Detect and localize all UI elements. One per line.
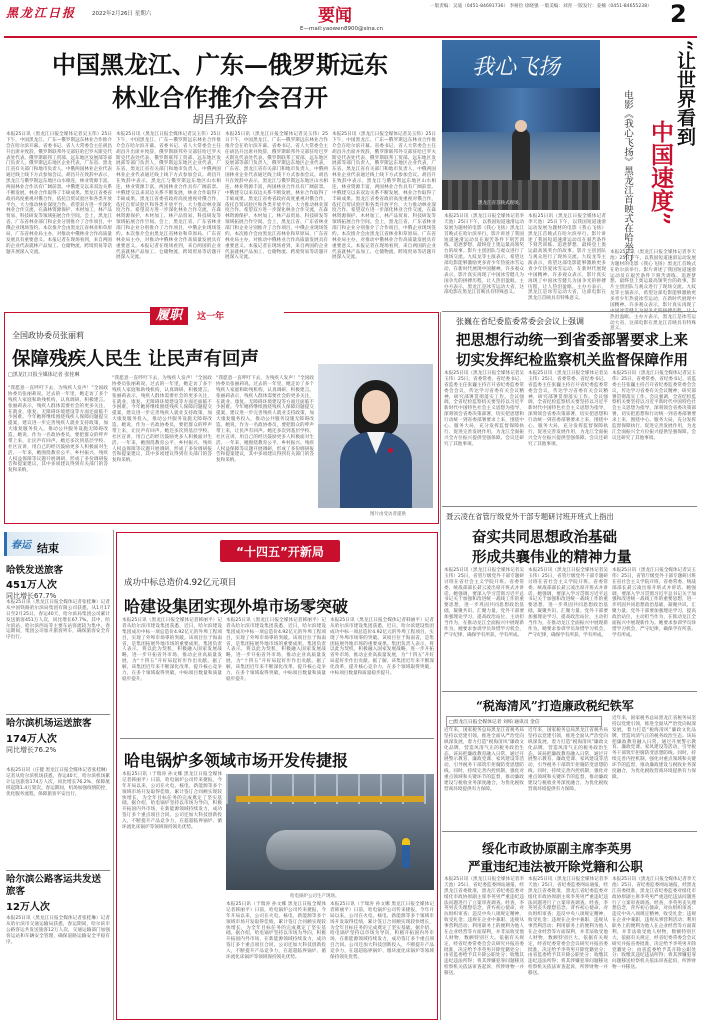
- page-number: 2: [670, 0, 687, 28]
- shisiwu-banner-label: “十四五”开新局: [236, 545, 324, 559]
- sidebar-item-title: 哈铁发送旅客: [6, 565, 64, 576]
- sidebar-divider-1: [6, 714, 110, 715]
- shisiwu-body2-col-2: 本报25日讯（于瑞涛 孙文娜 黑龙江日报全媒体记者韩丽平）日前，哈电锅炉公司传来捷报，今年开局以来，公司在火电、核电、新能源等多个领域市场开发取得佳绩，累计签订合同额实现较快增长，为全年目标任务的完成奠定了坚实基础。据介绍，哈电锅炉坚持以市场为导向，积极开拓国内外市场，在新能源领域持续发力，成功签订多个重点项目合同。公司还加大科技创新投入，不断提升产品竞争力，在超超临界锅炉、循环流化床锅炉等领域保持领先优势。: [226, 902, 326, 960]
- top-body-col-2: 本报25日讯（黑龙江日报全媒体记者吴玉伟）25日下午，中国黑龙江、广东—俄罗斯远东林业合作推介会在哈尔滨开幕。省委书记、省人大常委会主任胡昌升出席并致辞，俄罗斯联邦外交部驻哈巴罗夫斯克代表处代表、俄罗斯联邦工贸部、远东地区发展部等部门负责人，俄罗斯远东地区企业代表，广东省、黑龙江省有关部门和地市负责人，中俄两国林业企业代表通过线上线下方式参加会议。胡昌升在致辞中表示，黑龙江与俄罗斯远东地区山水相连，林业资源丰富，两国林业合作具有广阔前景。中俄建交以来双边关系不断发展，林业合作取得了丰硕成果。黑龙江省委省政府高度重视对俄合作，依托自贸试验区和各类开放平台，大力推动林业深度合作。希望双方进一步深化林业合作交流，在森林资源保护、木材加工、林产品贸易、科技研发等领域拓展合作空间。会上，黑龙江省、广东省林业部门和企业分别推介了合作项目，中俄企业现场签约。本次推介会由黑龙江省林业和草原局、广东省林业局主办，对推动中俄林业合作高质量发展具有重要意义。本报记者在现场看到，来自两国的企业代表就林产品加工、仓储物流、跨境贸易等话题开展深入交流。: [116, 132, 221, 261]
- factory-worker: [402, 844, 410, 868]
- boiler-factory-photo: [226, 774, 434, 890]
- sidebar-header-label: 春运: [11, 540, 31, 551]
- sidebar-item-title: 哈尔滨机场运送旅客: [6, 718, 92, 729]
- shisiwu-divider: [120, 738, 434, 739]
- lvzhi-banner-small: 这一年: [197, 312, 225, 322]
- training-body-col-3: 本报25日讯（黑龙江日报全媒体记者吴玉伟）25日，省管厅级党外干部专题研讨班在省社会主义学院开班。省委常委、统战部部长聂云凌出席开班式并讲话。她强调，要深入学习贯彻习近平总书记关于加强和改进统一战线工作的重要思想，进一步巩固共同思想政治基础，凝聚共识、汇聚力量。党外干部要加强理论学习，提高政治站位，主动担当作为，在推动龙江全面振兴中展现新作为。她要求参训学员珍惜学习机会，严守纪律，确保学有所获、学有所成。: [612, 568, 696, 638]
- disc-headline-2: 切实发挥纪检监察机关监督保障作用: [456, 352, 688, 369]
- right-divider-4: [442, 831, 697, 832]
- top-byline: 胡昌升致辞: [192, 113, 248, 126]
- sidebar-item-rail: [6, 562, 110, 601]
- tax-body-col-3: 近年来，国家税务总局黑龙江省税务局坚持以党建引领，推进全面从严治党向纵深发展，着力打造“税海清风”廉政文化品牌，营造风清气正的税务政治生态。该局把廉政教育融入日常，通过开展警示教育、廉政党课、家风建设等活动，引导税务干部筑牢拒腐防变思想防线。同时，持续完善内控机制，强化对重点领域和关键环节的监督，推动廉政建设与税收业务深度融合，为优化税收营商环境提供有力保障。: [612, 716, 696, 780]
- top-headline-2: 林业合作推介会召开: [112, 83, 328, 112]
- masthead-email: E—mail:yaowen8900@sina.cn: [300, 26, 383, 32]
- movie-body-col-2: 本报25日讯（黑龙江日报全媒体记者李天池）25日下午，以我国短道速滑运动发展为题材的电影《我心飞扬》黑龙江首映式在哈尔滨举行。影片讲述了我国短道速滑运动员在艰苦条件下刻苦训练、追逐梦想、最终登上奥运最高领奖台的故事。影片主创团队与观众进行了现场交流。九纹龙等主演表示，希望这部电影能够激励更多青少年热爱冰雪运动，在新时代展现中国精神。许多观众表示，影片真实再现了中国冰雪健儿为国争光的拼搏历程，让人热泪盈眶。主办方表示，黑龙江是冰雪运动大省，这部电影在黑龙江首映具有特殊意义。: [528, 214, 606, 302]
- shisiwu-banner: [220, 540, 340, 562]
- sidebar-item-body: 本报25日讯（庄健 黑龙江日报全媒体记者张桂琳）记者从哈尔滨机场获悉，春运40天，哈尔滨机场累计运送旅客174万人次，同比增长76.2%，保障航班起降1.4万架次。春运期间，机场加强疫情防控，优化服务流程，保障旅客平安出行。: [6, 768, 110, 797]
- lvzhi-photo-caption: 图片由受访者提供: [370, 512, 406, 517]
- shisiwu-body1-col-2: 本报25日讯（黑龙江日报全媒体记者韩丽平）记者从哈尔滨市建设集团获悉，近日，哈尔滨建设集团成功中标一项总造价4.92亿元的外埠工程项目，实现了外埠市场零的突破。该项目位于海南省，是集团拓展外地市场的重要成果。集团负责人表示，将以此为契机，积极融入国家发展战略，进一步开拓省外市场，推动企业高质量发展，为“十四五”开好局起好步作出贡献。据了解，该集团近年来不断深化改革，提升核心竞争力，在多个领域取得突破，中标项目数量和质量稳步提升。: [226, 618, 326, 682]
- shisiwu-body2-col-1: 本报25日讯（于瑞涛 孙文娜 黑龙江日报全媒体记者韩丽平）日前，哈电锅炉公司传来捷报，今年开局以来，公司在火电、核电、新能源等多个领域市场开发取得佳绩，累计签订合同额实现较快增长，为全年目标任务的完成奠定了坚实基础。据介绍，哈电锅炉坚持以市场为导向，积极开拓国内外市场，在新能源领域持续发力，成功签订多个重点项目合同。公司还加大科技创新投入，不断提升产品竞争力，在超超临界锅炉、循环流化床锅炉等领域保持领先优势。: [122, 772, 222, 830]
- right-column-divider: [440, 312, 441, 1020]
- movie-vertical-title-1: “让世界看到: [674, 40, 696, 146]
- sidebar-item-title: 哈尔滨公路客运共发送旅客: [6, 874, 102, 897]
- sidebar-divider-2: [6, 870, 110, 871]
- lvzhi-headline: 保障残疾人民生 让民声有回声: [12, 349, 259, 370]
- sidebar-divider: [113, 530, 114, 1020]
- top-body-col-1: 本报25日讯（黑龙江日报全媒体记者吴玉伟）25日下午，中国黑龙江、广东—俄罗斯远东林业合作推介会在哈尔滨开幕。省委书记、省人大常委会主任胡昌升出席并致辞，俄罗斯联邦外交部驻哈巴罗夫斯克代表处代表、俄罗斯联邦工贸部、远东地区发展部等部门负责人，俄罗斯远东地区企业代表，广东省、黑龙江省有关部门和地市负责人，中俄两国林业企业代表通过线上线下方式参加会议。胡昌升在致辞中表示，黑龙江与俄罗斯远东地区山水相连，林业资源丰富，两国林业合作具有广阔前景。中俄建交以来双边关系不断发展，林业合作取得了丰硕成果。黑龙江省委省政府高度重视对俄合作，依托自贸试验区和各类开放平台，大力推动林业深度合作。希望双方进一步深化林业合作交流，在森林资源保护、木材加工、林产品贸易、科技研发等领域拓展合作空间。会上，黑龙江省、广东省林业部门和企业分别推介了合作项目，中俄企业现场签约。本次推介会由黑龙江省林业和草原局、广东省林业局主办，对推动中俄林业合作高质量发展具有重要意义。本报记者在现场看到，来自两国的企业代表就林产品加工、仓储物流、跨境贸易等话题开展深入交流。: [6, 132, 112, 255]
- sidebar-item-body: 本报25日讯（黑龙江日报全媒体记者张桂琳）记者从哈尔滨市交通运输局获悉，春运期间，哈尔滨市公路客运共发送旅客12万人次，交通运输部门加强客运站和车辆安全管理，确保道路运输安全平稳有序。: [6, 916, 110, 945]
- sidebar-item-sub: 同比增长76.2%: [6, 745, 57, 754]
- right-divider-1: [442, 311, 697, 312]
- movie-premiere-photo: [442, 40, 600, 210]
- lvzhi-banner: [150, 304, 284, 322]
- factory-boiler-drum: [266, 830, 396, 870]
- sidebar-item-sub: 同比增长67.7%: [6, 592, 57, 600]
- disc-body-col-2: 本报25日讯（黑龙江日报全媒体记者吴玉伟）25日，省委常委、省纪委书记、省监委主任张巍主持召开省纪委监委常委会会议，传达学习省委有关会议精神，研究部署贯彻落实工作。会议强调，全省纪检监察机关要坚持以习近平新时代中国特色社会主义思想为指导，深刻领会省委决策部署，切实把思想和行动统一到省委部署要求上来，围绕中心、服务大局，充分发挥监督保障执行、促进完善发展作用，为龙江全面振兴全方位振兴提供坚强保障。会议还研究了其他事项。: [528, 371, 608, 447]
- movie-host-head: [515, 120, 527, 132]
- disc-body-col-3: 本报25日讯（黑龙江日报全媒体记者吴玉伟）25日，省委常委、省纪委书记、省监委主任张巍主持召开省纪委监委常委会会议，传达学习省委有关会议精神，研究部署贯彻落实工作。会议强调，全省纪检监察机关要坚持以习近平新时代中国特色社会主义思想为指导，深刻领会省委决策部署，切实把思想和行动统一到省委部署要求上来，围绕中心、服务大局，充分发挥监督保障执行、促进完善发展作用，为龙江全面振兴全方位振兴提供坚强保障。会议还研究了其他事项。: [612, 371, 696, 441]
- training-kicker: 聂云凌在省管厅级党外干部专题研讨班开班式上指出: [446, 512, 614, 521]
- sidebar-item-airport: [6, 718, 110, 755]
- shisiwu-body1-col-3: 本报25日讯（黑龙江日报全媒体记者韩丽平）记者从哈尔滨市建设集团获悉，近日，哈尔滨建设集团成功中标一项总造价4.92亿元的外埠工程项目，实现了外埠市场零的突破。该项目位于海南省，是集团拓展外地市场的重要成果。集团负责人表示，将以此为契机，积极融入国家发展战略，进一步开拓省外市场，推动企业高质量发展，为“十四五”开好局起好步作出贡献。据了解，该集团近年来不断深化改革，提升核心竞争力，在多个领域取得突破，中标项目数量和质量稳步提升。: [330, 618, 434, 676]
- sidebar-header-suffix: 结束: [37, 542, 59, 555]
- suihua-body-col-3: 本报25日讯（黑龙江日报全媒体记者李天池）25日，省纪委监委网站通报，经黑龙江省委批准，黑龙江省纪委监委对绥化市政协原副主席李英男严重违纪违法问题进行了立案审查调查。经查，李英男丧失理想信念，背弃初心使命，对抗组织审查；违反中央八项规定精神，收受礼金；违规在企业中兼职，违规从事营利活动；利用职务上的便利为他人在企业经营等方面谋利，并非法收受他人财物，数额特别巨大。依据有关规定，经省纪委常委会会议研究并报省委批准，决定给予李英男开除党籍处分；由省监委给予其开除公职处分；收缴其违纪违法所得；将其涉嫌犯罪问题移送检察机关依法审查起诉，所涉财物一并移送。: [612, 877, 696, 971]
- tax-byline: □黑龙江日报全媒体记者 刘柏 通讯员 金信: [446, 716, 602, 727]
- shisiwu-kicker: 成功中标总造价4.92亿元项目: [124, 578, 237, 588]
- suihua-headline-2: 严重违纪违法被开除党籍和公职: [468, 859, 644, 874]
- masthead-logo: 黑龙江日报: [6, 6, 77, 20]
- movie-photo-caption: 黑龙江省首映式现场。: [478, 201, 523, 206]
- right-divider-3: [442, 691, 697, 692]
- movie-host-figure: [512, 128, 530, 188]
- masthead-contact: 一版责编：吴迪（0451-84691736） 李树俭 徐晓强 一版美编：刘青 一版发行：姜楠（0451-84655238）: [430, 4, 652, 9]
- shisiwu-headline-2: 哈电锅炉多领域市场开发传捷报: [124, 751, 349, 770]
- tax-headline: “税海清风”打造廉政税纪铁军: [476, 699, 634, 713]
- portrait-face: [362, 390, 390, 424]
- tax-body-col-1: 近年来，国家税务总局黑龙江省税务局坚持以党建引领，推进全面从严治党向纵深发展，着力打造“税海清风”廉政文化品牌，营造风清气正的税务政治生态。该局把廉政教育融入日常，通过开展警示教育、廉政党课、家风建设等活动，引导税务干部筑牢拒腐防变思想防线。同时，持续完善内控机制，强化对重点领域和关键环节的监督，推动廉政建设与税收业务深度融合，为优化税收营商环境提供有力保障。: [444, 728, 524, 792]
- suihua-body-col-1: 本报25日讯（黑龙江日报全媒体记者李天池）25日，省纪委监委网站通报，经黑龙江省委批准，黑龙江省纪委监委对绥化市政协原副主席李英男严重违纪违法问题进行了立案审查调查。经查，李英男丧失理想信念，背弃初心使命，对抗组织审查；违反中央八项规定精神，收受礼金；违规在企业中兼职，违规从事营利活动；利用职务上的便利为他人在企业经营等方面谋利，并非法收受他人财物，数额特别巨大。依据有关规定，经省纪委常委会会议研究并报省委批准，决定给予李英男开除党籍处分；由省监委给予其开除公职处分；收缴其违纪违法所得；将其涉嫌犯罪问题移送检察机关依法审查起诉，所涉财物一并移送。: [444, 877, 524, 976]
- disc-kicker: 张巍在省纪委监委常委会会议上强调: [456, 317, 584, 326]
- boiler-photo-caption: 哈电锅炉公司生产现场。: [290, 894, 340, 899]
- sidebar-item-num: 12万人次: [6, 901, 50, 913]
- training-body-col-1: 本报25日讯（黑龙江日报全媒体记者吴玉伟）25日，省管厅级党外干部专题研讨班在省社会主义学院开班。省委常委、统战部部长聂云凌出席开班式并讲话。她强调，要深入学习贯彻习近平总书记关于加强和改进统一战线工作的重要思想，进一步巩固共同思想政治基础，凝聚共识、汇聚力量。党外干部要加强理论学习，提高政治站位，主动担当作为，在推动龙江全面振兴中展现新作为。她要求参训学员珍惜学习机会，严守纪律，确保学有所获、学有所成。: [444, 568, 524, 638]
- sidebar-item-body: 本报25日讯（黑龙江日报全媒体记者张桂琳）记者从中国铁路哈尔滨局集团有限公司获悉，从1月17日至2月25日，春运40天，哈尔滨局集团公司累计发送旅客451万人次，同比增长67.7%。其中，哈尔滨站、哈尔滨西站等主要车站客流较为集中。春运期间，集团公司加开旅客列车，确保旅客安全有序出行。: [6, 600, 110, 641]
- movie-body-col-3: 本报25日讯（黑龙江日报全媒体记者李天池）25日下午，以我国短道速滑运动发展为题材的电影《我心飞扬》黑龙江首映式在哈尔滨举行。影片讲述了我国短道速滑运动员在艰苦条件下刻苦训练、追逐梦想、最终登上奥运最高领奖台的故事。影片主创团队与观众进行了现场交流。九纹龙等主演表示，希望这部电影能够激励更多青少年热爱冰雪运动，在新时代展现中国精神。许多观众表示，影片真实再现了 热泪盈眶。主办方表示，黑龙江是冰雪运动大省，这部电影在黑龙江首映具有特殊意义。: [610, 250, 696, 332]
- sidebar-item-highway: [6, 874, 110, 913]
- lvzhi-banner-big: 履职: [150, 307, 188, 325]
- movie-body-col-1: 本报25日讯（黑龙江日报全媒体记者李天池）25日下午，以我国短道速滑运动发展为题材的电影《我心飞扬》黑龙江首映式在哈尔滨举行。影片讲述了我国短道速滑运动员在艰苦条件下刻苦训练、追逐梦想、最终登上奥运最高领奖台的故事。影片主创团队与观众进行了现场交流。九纹龙等主演表示，希望这部电影能够激励更多青少年热爱冰雪运动，在新时代展现中国精神。许多观众表示，影片真实再现了中国冰雪健儿为国争光的拼搏历程，让人热泪盈眶。主办方表示，黑龙江是冰雪运动大省，这部电影在黑龙江首映具有特殊意义。: [444, 214, 524, 296]
- movie-logo: 我心飞扬: [472, 55, 561, 80]
- lvzhi-kicker: 全国政协委员张丽莉: [12, 331, 84, 340]
- disc-headline-1: 把思想行动统一到省委部署要求上来: [456, 332, 688, 349]
- lvzhi-portrait-photo: [318, 364, 433, 508]
- masthead-date: 2022年2月26日 星期六: [92, 11, 152, 17]
- top-headline-1: 中国黑龙江、广东—俄罗斯远东: [52, 50, 388, 79]
- lvzhi-body-col-3: “我愿意一直呼吁下去，为残疾人发声！”全国政协委员张丽莉说。过去的一年里，她走访了多个残疾人家庭和助残机构，认真调研、积极建言。张丽莉表示，残疾人群体需要社会的更多关注，在就业、康复、无障碍环境建设等方面还面临不少困难。今年她将继续围绕残疾人保障问题提交提案，建议进一步完善残疾人就业支持政策，加大康复服务投入，推动公共服务设施无障碍改造。她说，作为一名政协委员，要把群众的呼声带上来，让民声有回声。她还多次到基层学校、社区宣讲，用自己的经历鼓励更多人积极面对生活。一年来，她围绕教育公平、乡村振兴、残疾人权益保障等议题开展调研，形成了多份调研报告和提案建议，其中多项建议得到有关部门的答复和采纳。: [216, 376, 314, 464]
- training-headline-2: 形成共襄伟业的精神力量: [472, 549, 632, 566]
- factory-crane: [236, 796, 424, 802]
- shisiwu-body2-col-3: 本报25日讯（于瑞涛 孙文娜 黑龙江日报全媒体记者韩丽平）日前，哈电锅炉公司传来捷报，今年开局以来，公司在火电、核电、新能源等多个领域市场开发取得佳绩，累计签订合同额实现较快增长，为全年目标任务的完成奠定了坚实基础。据介绍，哈电锅炉坚持以市场为导向，积极开拓国内外市场，在新能源领域持续发力，成功签订多个重点项目合同。公司还加大科技创新投入，不断提升产品竞争力，在超超临界锅炉、循环流化床锅炉等领域保持领先优势。: [330, 902, 434, 960]
- portrait-badge: [388, 448, 393, 453]
- lvzhi-body-col-2: “我愿意一直呼吁下去，为残疾人发声！”全国政协委员张丽莉说。过去的一年里，她走访了多个残疾人家庭和助残机构，认真调研、积极建言。张丽莉表示，残疾人群体需要社会的更多关注，在就业、康复、无障碍环境建设等方面还面临不少困难。今年她将继续围绕残疾人保障问题提交提案，建议进一步完善残疾人就业支持政策，加大康复服务投入，推动公共服务设施无障碍改造。她说，作为一名政协委员，要把群众的呼声带上来，让民声有回声。她还多次到基层学校、社区宣讲，用自己的经历鼓励更多人积极面对生活。一年来，她围绕教育公平、乡村振兴、残疾人权益保障等议题开展调研，形成了多份调研报告和提案建议，其中多项建议得到有关部门的答复和采纳。: [112, 376, 212, 464]
- training-body-col-2: 本报25日讯（黑龙江日报全媒体记者吴玉伟）25日，省管厅级党外干部专题研讨班在省社会主义学院开班。省委常委、统战部部长聂云凌出席开班式并讲话。她强调，要深入学习贯彻习近平总书记关于加强和改进统一战线工作的重要思想，进一步巩固共同思想政治基础，凝聚共识、汇聚力量。党外干部要加强理论学习，提高政治站位，主动担当作为，在推动龙江全面振兴中展现新作为。她要求参训学员珍惜学习机会，严守纪律，确保学有所获、学有所成。: [528, 568, 608, 638]
- sidebar-item-num: 174万人次: [6, 733, 57, 745]
- shisiwu-headline-1: 哈建设集团实现外埠市场零突破: [124, 597, 349, 616]
- suihua-headline-1: 绥化市政协原副主席李英男: [482, 841, 633, 856]
- masthead-rule: [4, 36, 697, 38]
- sidebar-item-num: 451万人次: [6, 580, 57, 591]
- disc-body-col-1: 本报25日讯（黑龙江日报全媒体记者吴玉伟）25日，省委常委、省纪委书记、省监委主任张巍主持召开省纪委监委常委会会议，传达学习省委有关会议精神，研究部署贯彻落实工作。会议强调，全省纪检监察机关要坚持以习近平新时代中国特色社会主义思想为指导，深刻领会省委决策部署，切实把思想和行动统一到省委部署要求上来，围绕中心、服务大局，充分发挥监督保障执行、促进完善发展作用，为龙江全面振兴全方位振兴提供坚强保障。会议还研究了其他事项。: [444, 371, 524, 447]
- sidebar-header: [4, 532, 112, 556]
- lvzhi-body-col-1: “我愿意一直呼吁下去，为残疾人发声！”全国政协委员张丽莉说。过去的一年里，她走访了多个残疾人家庭和助残机构，认真调研、积极建言。张丽莉表示，残疾人群体需要社会的更多关注，在就业、康复、无障碍环境建设等方面还面临不少困难。今年她将继续围绕残疾人保障问题提交提案，建议进一步完善残疾人就业支持政策，加大康复服务投入，推动公共服务设施无障碍改造。她说，作为一名政协委员，要把群众的呼声带上来，让民声有回声。她还多次到基层学校、社区宣讲，用自己的经历鼓励更多人积极面对生活。一年来，她围绕教育公平、乡村振兴、残疾人权益保障等议题开展调研，形成了多份调研报告和提案建议，其中多项建议得到有关部门的答复和采纳。: [8, 386, 108, 474]
- top-body-col-3: 本报25日讯（黑龙江日报全媒体记者吴玉伟）25日下午，中国黑龙江、广东—俄罗斯远东林业合作推介会在哈尔滨开幕。省委书记、省人大常委会主任胡昌升出席并致辞，俄罗斯联邦外交部驻哈巴罗夫斯克代表处代表、俄罗斯联邦工贸部、远东地区发展部等部门负责人，俄罗斯远东地区企业代表，广东省、黑龙江省有关部门和地市负责人，中俄两国林业企业代表通过线上线下方式参加会议。胡昌升在致辞中表示，黑龙江与俄罗斯远东地区山水相连，林业资源丰富，两国林业合作具有广阔前景。中俄建交以来双边关系不断发展，林业合作取得了丰硕成果。黑龙江省委省政府高度重视对俄合作，依托自贸试验区和各类开放平台，大力推动林业深度合作。希望双方进一步深化林业合作交流，在森林资源保护、木材加工、林产品贸易、科技研发等领域拓展合作空间。会上，黑龙江省、广东省林业部门和企业分别推介了合作项目，中俄企业现场签约。本次推介会由黑龙江省林业和草原局、广东省林业局主办，对推动中俄林业合作高质量发展具有重要意义。本报记者在现场看到，来自两国的企业代表就林产品加工、仓储物流、跨境贸易等话题开展深入交流。: [225, 132, 328, 261]
- tax-body-col-2: 近年来，国家税务总局黑龙江省税务局坚持以党建引领，推进全面从严治党向纵深发展，着力打造“税海清风”廉政文化品牌，营造风清气正的税务政治生态。该局把廉政教育融入日常，通过开展警示教育、廉政党课、家风建设等活动，引导税务干部筑牢拒腐防变思想防线。同时，持续完善内控机制，强化对重点领域和关键环节的监督，推动廉政建设与税收业务深度融合，为优化税收营商环境提供有力保障。: [528, 728, 608, 792]
- factory-worker-helmet: [402, 838, 410, 845]
- lvzhi-byline: □黑龙江日报全媒体记者 张桂琳: [8, 372, 80, 378]
- movie-vertical-title-2: 中国速度”: [647, 120, 674, 226]
- suihua-body-col-2: 本报25日讯（黑龙江日报全媒体记者李天池）25日，省纪委监委网站通报，经黑龙江省委批准，黑龙江省纪委监委对绥化市政协原副主席李英男严重违纪违法问题进行了立案审查调查。经查，李英男丧失理想信念，背弃初心使命，对抗组织审查；违反中央八项规定精神，收受礼金；违规在企业中兼职，违规从事营利活动；利用职务上的便利为他人在企业经营等方面谋利，并非法收受他人财物，数额特别巨大。依据有关规定，经省纪委常委会会议研究并报省委批准，决定给予李英男开除党籍处分；由省监委给予其开除公职处分；收缴其违纪违法所得；将其涉嫌犯罪问题移送检察机关依法审查起诉，所涉财物一并移送。: [528, 877, 608, 976]
- right-divider-2: [442, 506, 697, 507]
- movie-vertical-sub: 电影《我心飞扬》黑龙江首映式在哈举行: [622, 90, 633, 261]
- top-body-col-4: 本报25日讯（黑龙江日报全媒体记者吴玉伟）25日下午，中国黑龙江、广东—俄罗斯远东林业合作推介会在哈尔滨开幕。省委书记、省人大常委会主任胡昌升出席并致辞，俄罗斯联邦外交部驻哈巴罗夫斯克代表处代表、俄罗斯联邦工贸部、远东地区发展部等部门负责人，俄罗斯远东地区企业代表，广东省、黑龙江省有关部门和地市负责人，中俄两国林业企业代表通过线上线下方式参加会议。胡昌升在致辞中表示，黑龙江与俄罗斯远东地区山水相连，林业资源丰富，两国林业合作具有广阔前景。中俄建交以来双边关系不断发展，林业合作取得了丰硕成果。黑龙江省委省政府高度重视对俄合作，依托自贸试验区和各类开放平台，大力推动林业深度合作。希望双方进一步深化林业合作交流，在森林资源保护、木材加工、林产品贸易、科技研发等领域拓展合作空间。会上，黑龙江省、广东省林业部门和企业分别推介了合作项目，中俄企业现场签约。本次推介会由黑龙江省林业和草原局、广东省林业局主办，对推动中俄林业合作高质量发展具有重要意义。本报记者在现场看到，来自两国的企业代表就林产品加工、仓储物流、跨境贸易等话题开展深入交流。: [332, 132, 436, 261]
- section-title: 要闻: [318, 6, 352, 26]
- shisiwu-body1-col-1: 本报25日讯（黑龙江日报全媒体记者韩丽平）记者从哈尔滨市建设集团获悉，近日，哈尔滨建设集团成功中标一项总造价4.92亿元的外埠工程项目，实现了外埠市场零的突破。该项目位于海南省，是集团拓展外地市场的重要成果。集团负责人表示，将以此为契机，积极融入国家发展战略，进一步开拓省外市场，推动企业高质量发展，为“十四五”开好局起好步作出贡献。据了解，该集团近年来不断深化改革，提升核心竞争力，在多个领域取得突破，中标项目数量和质量稳步提升。: [122, 618, 222, 682]
- training-headline-1: 奋实共同思想政治基础: [472, 529, 617, 546]
